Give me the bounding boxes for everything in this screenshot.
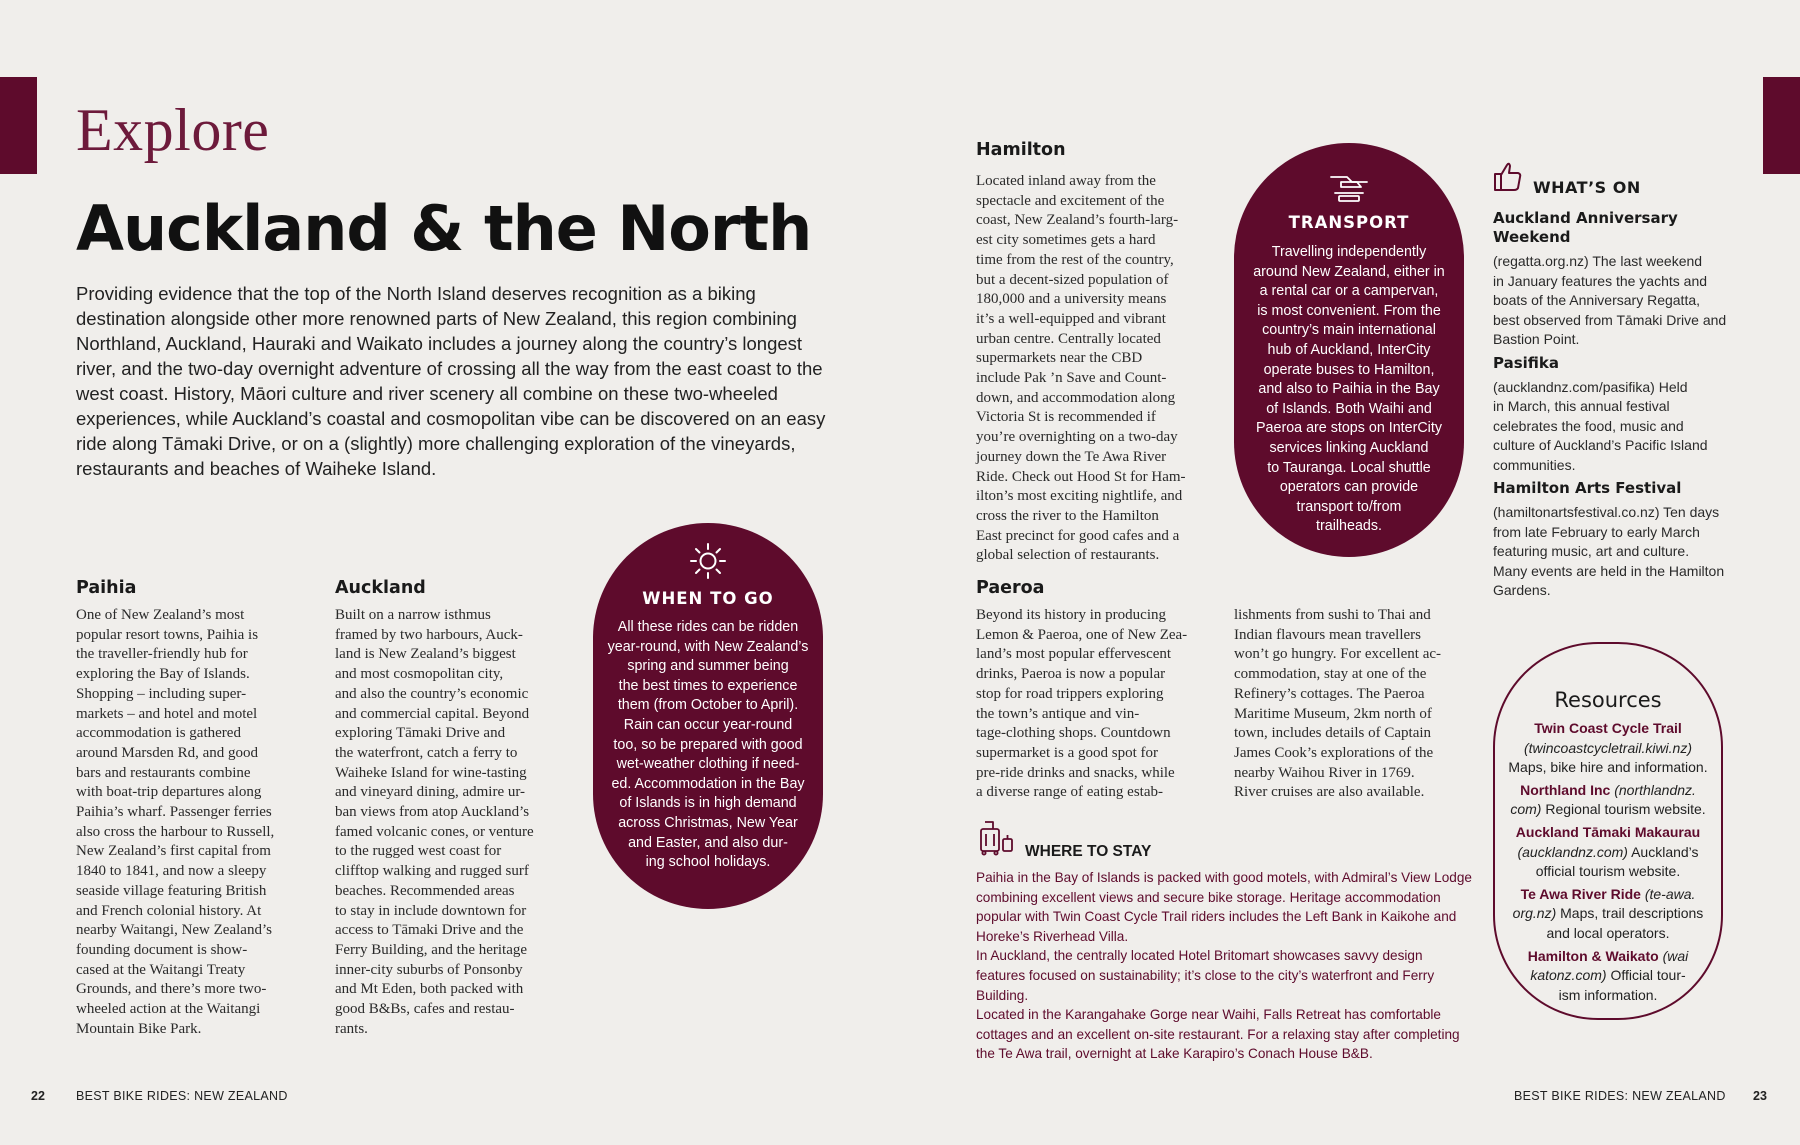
resource-text: Auckland’s official tourism website. [1535,843,1699,880]
luggage-icon [976,820,1016,856]
transport-text: Travelling independently around New Zealand, either in a rental car or a campervan, is most convenient. From the country’s main international hub of Auckland, InterCity operate buses to Hamilton, and also to Paihia in the Bay of Islands. Both Waihi and Paeroa are stops on InterCity services linking Auckland to Tauranga. Local shuttle operators can provide transport to/from trailheads. [1253,244,1445,535]
resource-name: Hamilton & Waikato [1527,947,1659,964]
resource-name: Te Awa River Ride [1520,885,1641,902]
transport-heading: TRANSPORT [1288,213,1410,232]
event-text: (aucklandnz.com/pasifika) Held in March, this annual festival celebrates the food, music and culture of Auckland’s Pacific Island communities. [1493,378,1708,473]
resource-url: (wai katonz.com) [1530,947,1689,984]
whats-on-list [1493,209,1733,601]
bus-icon [1234,173,1464,203]
footer-label-left: BEST BIKE RIDES: NEW ZEALAND [76,1089,288,1103]
page-number-right: 23 [1753,1089,1767,1103]
event-text: (regatta.org.nz) The last weekend in January features the yachts and boats of the Anniversary Regatta, best observed from Tāmaki Drive and Bastion Point. [1493,253,1727,347]
when-to-go-panel [593,523,823,909]
resource-url: (aucklandnz.com) [1517,843,1628,860]
section-kicker: Explore [76,97,270,163]
resource-item [1495,885,1721,944]
resources-panel [1493,642,1723,1020]
paihia-heading: Paihia [76,578,137,598]
event-name: Pasifika [1493,353,1559,372]
page-number-left: 22 [31,1089,45,1103]
thumbs-up-icon [1493,160,1523,194]
resource-text: Regional tourism website. [1545,801,1706,818]
paeroa-text-col1: Beyond its history in producing Lemon & Paeroa, one of New Zea- land’s most popular effervescent drinks, Paeroa is now a popular stop for road trippers exploring the town’s antique and vin- tage-clothing shops. Countdown supermarket is a good spot for pre-ride drinks and snacks, while a diverse range of eating estab- [976,607,1188,801]
resource-url: (northlandnz. com) [1510,781,1696,818]
page-title: Auckland & the North [76,192,812,265]
resource-url: (te-awa. org.nz) [1512,885,1696,922]
event-name: Hamilton Arts Festival [1493,479,1682,497]
when-to-go-text: All these rides can be ridden year-round, with New Zealand’s spring and summer being the best times to experience them (from October to April). Rain can occur year-round too, so be prepared with good wet-weather clothing if need- ed. Accommodation in the Bay of Islands is in high demand across Christmas, New Year and Easter, and also dur- ing school holidays. [607,619,809,871]
where-to-stay-heading: WHERE TO STAY [1025,843,1152,860]
resource-url: (twincoastcycletrail.kiwi.nz) [1523,739,1693,756]
resource-text: Official tour- ism information. [1558,967,1686,1003]
hamilton-text: Located inland away from the spectacle and excitement of the coast, New Zealand’s fourth-larg- est city sometimes gets a hard time from the rest of the country, but a decent-sized population of 180,000 and a university means it’s a well-equipped and vibrant urban centre. Centrally located supermarkets near the CBD include Pak ’n Save and Count- down, and accommodation along Victoria St is recommended if you’re overnighting on a two-day journey down the Te Awa River Ride. Check out Hood St for Ham- ilton’s most exciting nightlife, and cross the river to the Hamilton East precinct for good cafes and a global selection of restaurants. [976,173,1186,564]
resource-item [1495,781,1721,820]
resource-name: Auckland Tāmaki Makaurau [1515,823,1701,840]
right-edge-tab [1763,77,1800,174]
footer-label-right: BEST BIKE RIDES: NEW ZEALAND [1514,1089,1726,1103]
sun-icon [593,541,823,581]
intro-paragraph: Providing evidence that the top of the North Island deserves recognition as a biking destination alongside other more renowned parts of New Zealand, this region combining Northland, Auckland, Hauraki and Waikato includes a journey along the country’s longest river, and the two-day overnight adventure of crossing all the way from the east coast to the west coast. History, Māori culture and river scenery all combine on these two-wheeled experiences, while Auckland’s coastal and cosmopolitan vibe can be discovered on an easy ride along Tāmaki Drive, or on a (slightly) more challenging exploration of the vineyards, restaurants and beaches of Waiheke Island. [76,283,826,479]
when-to-go-heading: WHEN TO GO [642,589,774,608]
whats-on-heading: WHAT’S ON [1533,178,1641,197]
resource-item [1495,719,1721,778]
auckland-text: Built on a narrow isthmus framed by two harbours, Auck- land is New Zealand’s biggest and most cosmopolitan city, and also the country’s economic and commercial capital. Beyond exploring Tāmaki Drive and the waterfront, catch a ferry to Waiheke Island for wine-tasting and vineyard dining, admire ur- ban views from atop Auckland’s famed volcanic cones, or venture to the rugged west coast for clifftop walking and rugged surf beaches. Recommended areas to stay in include downtown for access to Tāmaki Drive and the Ferry Building, and the heritage inner-city suburbs of Ponsonby and Mt Eden, both packed with good B&Bs, cafes and restau- rants. [335,607,534,1037]
left-edge-tab [0,77,37,174]
event-name: Auckland Anniversary Weekend [1493,209,1678,246]
resource-text: Maps, bike hire and information. [1508,759,1708,776]
resource-name: Northland Inc [1520,781,1611,798]
transport-panel [1234,143,1464,557]
paihia-text: One of New Zealand’s most popular resort towns, Paihia is the traveller-friendly hub for exploring the Bay of Islands. Shopping – including super- markets – and hotel and motel accommodation is gathered around Marsden Rd, and good bars and restaurants combine with boat-trip departures along Paihia’s wharf. Passenger ferries also cross the harbour to Russell, New Zealand’s first capital from 1840 to 1841, and now a sleepy seaside village featuring British and French colonial history. At nearby Waitangi, New Zealand’s founding document is show- cased at the Waitangi Treaty Grounds, and there’s more two- wheeled action at the Waitangi Mountain Bike Park. [76,607,275,1037]
resources-heading: Resources [1554,688,1662,712]
where-to-stay-text: Paihia in the Bay of Islands is packed with good motels, with Admiral’s View Lodge combining excellent views and secure bike storage. Heritage accommodation popular with Twin Coast Cycle Trail riders includes the Left Bank in Kaikohe and Horeke’s Riverhead Villa. In Auckland, the centrally located Hotel Britomart showcases savvy design features focused on sustainability; it’s close to the city’s waterfront and Ferry Building. Located in the Karangahake Gorge near Waihi, Falls Retreat has comfortable cottages and an excellent on-site restaurant. For a relaxing stay after completing the Te Awa trail, overnight at Lake Karapiro’s Conach House B&B. [976,870,1472,1062]
resource-name: Twin Coast Cycle Trail [1534,720,1682,736]
hamilton-heading: Hamilton [976,140,1066,160]
resource-text: Maps, trail descriptions and local operators. [1546,905,1704,941]
event-text: (hamiltonartsfestival.co.nz) Ten days from late February to early March featuring music, art and culture. Many events are held in the Hamilton Gardens. [1493,504,1725,598]
resource-item [1495,947,1721,1006]
auckland-heading: Auckland [335,578,426,598]
paeroa-heading: Paeroa [976,578,1045,598]
paeroa-text-col2: lishments from sushi to Thai and Indian flavours mean travellers won’t go hungry. For excellent ac- commodation, stay at one of the Refinery’s cottages. The Paeroa Maritime Museum, 2km north of town, includes details of Captain James Cook’s explorations of the nearby Waihou River in 1769. River cruises are also available. [1234,607,1442,801]
resource-item [1495,823,1721,882]
